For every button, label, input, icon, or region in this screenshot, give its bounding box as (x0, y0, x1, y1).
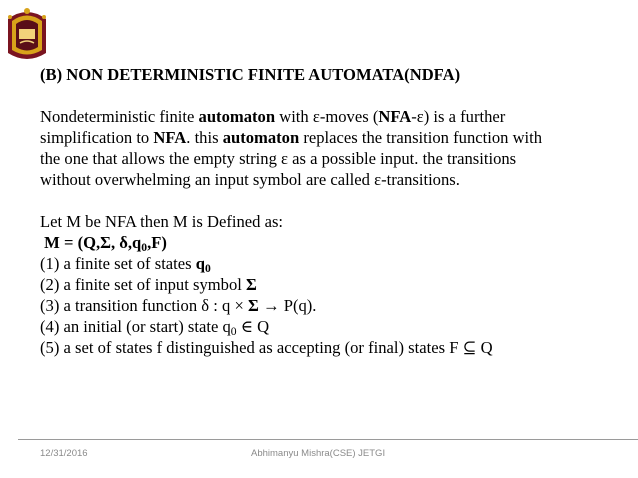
text-run: Nondeterministic finite (40, 107, 199, 126)
text-run: (3) a transition function δ : q × (40, 296, 248, 315)
bold-term: NFA (153, 128, 187, 147)
bold-term: automaton (198, 107, 276, 126)
text-run: ∈ Q (236, 317, 270, 336)
footer-divider (18, 439, 638, 440)
definition-lead: Let M be NFA then M is Defined as: (40, 212, 284, 231)
institute-logo (2, 3, 52, 65)
text-run: replaces the transition function with (299, 128, 543, 147)
list-item-4 (40, 316, 630, 337)
list-item-3 (40, 295, 630, 316)
definition-block (40, 211, 630, 358)
text-run: (4) an initial (or start) state q (40, 317, 231, 336)
footer-author: Abhimanyu Mishra(CSE) JETGI (251, 448, 386, 459)
bold-term: Σ (246, 275, 257, 294)
list-item-1 (40, 253, 630, 274)
text-run: (2) a finite set of input symbol (40, 275, 247, 294)
footer-date: 12/31/2016 (40, 448, 88, 459)
intro-paragraph (40, 106, 630, 190)
text-run: . this (186, 128, 223, 147)
text-run: simplification to (40, 128, 154, 147)
intro-line-1 (40, 106, 630, 127)
intro-line-2 (40, 127, 630, 148)
subscript: 0 (204, 261, 211, 275)
intro-line-4: without overwhelming an input symbol are called ε-transitions. (40, 170, 460, 189)
bold-term: Σ (247, 296, 259, 315)
slide-heading: (B) NON DETERMINISTIC FINITE AUTOMATA(NDFA) (40, 65, 461, 84)
list-item-2 (40, 274, 630, 295)
text-run: (1) a finite set of states (40, 254, 196, 273)
subscript: 0 (230, 324, 237, 338)
bold-term: NFA (378, 107, 412, 126)
text-run: -ε) is a further (411, 107, 506, 126)
bold-term: automaton (222, 128, 300, 147)
intro-line-3: the one that allows the empty string ε as a possible input. the transitions (40, 149, 517, 168)
tuple-definition (40, 232, 630, 253)
list-item-5: (5) a set of states f distinguished as accepting (or final) states F ⊆ Q (40, 338, 493, 357)
text-run: q (195, 254, 205, 273)
subscript: 0 (141, 240, 148, 254)
text-run: ,F) (147, 233, 167, 252)
slide-body (40, 64, 630, 358)
text-run: → P(q). (258, 296, 317, 315)
text-run: with ε-moves ( (275, 107, 379, 126)
text-run: M = (Q,Σ, δ,q (44, 233, 142, 252)
